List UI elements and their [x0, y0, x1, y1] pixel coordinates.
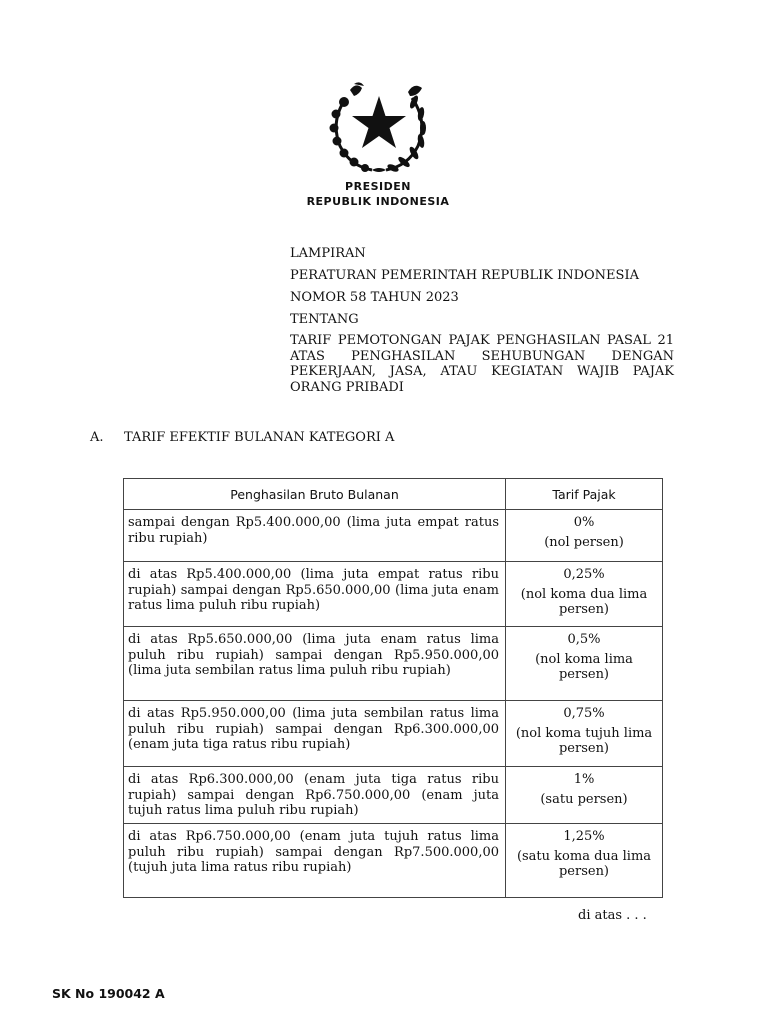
rate-percent: 0,25% [563, 567, 605, 582]
rate-words: (nol koma dua lima persen) [520, 586, 648, 617]
letterhead-subtitle: REPUBLIK INDONESIA [306, 195, 450, 208]
rate-percent: 0,5% [567, 632, 601, 647]
income-range: sampai dengan Rp5.400.000,00 (lima juta empat ratus ribu rupiah) [124, 510, 506, 562]
rate-percent: 0% [573, 515, 595, 530]
regulation-subject: TARIF PEMOTONGAN PAJAK PENGHASILAN PASAL 21 ATAS PENGHASILAN SEHUBUNGAN DENGAN PEKERJAAN, JASA, ATAU KEGIATAN WAJIB PAJAK ORANG PRIBADI [290, 333, 674, 395]
rate-words: (satu koma dua lima persen) [516, 848, 652, 879]
income-range: di atas Rp6.750.000,00 (enam juta tujuh ratus lima puluh ribu rupiah) sampai dengan Rp7.500.000,00 (tujuh juta lima ratus ribu rupiah) [124, 824, 506, 898]
column-header-rate: Tarif Pajak [506, 479, 663, 510]
income-range: di atas Rp6.300.000,00 (enam juta tiga ratus ribu rupiah) sampai dengan Rp6.750.000,00 (enam juta tujuh ratus lima puluh ribu rupiah) [124, 767, 506, 824]
rate-cell [506, 701, 663, 767]
rate-words: (nol koma tujuh lima persen) [515, 725, 653, 756]
income-range: di atas Rp5.400.000,00 (lima juta empat ratus ribu rupiah) sampai dengan Rp5.650.000,00 (lima juta enam ratus lima puluh ribu rupiah) [124, 562, 506, 627]
rate-words: (nol koma lima persen) [535, 651, 633, 682]
table-row [124, 562, 663, 627]
document-code: SK No 190042 A [52, 986, 165, 1001]
table-header-row [124, 479, 663, 510]
rate-cell [506, 562, 663, 627]
lampiran-label: LAMPIRAN [290, 246, 366, 261]
garuda-star-emblem-icon [324, 76, 434, 176]
table-row [124, 767, 663, 824]
rate-percent: 0,75% [563, 706, 605, 721]
rate-cell [506, 767, 663, 824]
column-header-income: Penghasilan Bruto Bulanan [124, 479, 506, 510]
table-row [124, 701, 663, 767]
rate-words: (satu persen) [540, 791, 628, 807]
rate-percent: 1% [573, 772, 595, 787]
regulation-number: NOMOR 58 TAHUN 2023 [290, 290, 459, 305]
section-letter: A. [90, 430, 104, 445]
income-range: di atas Rp5.650.000,00 (lima juta enam ratus lima puluh ribu rupiah) sampai dengan Rp5.950.000,00 (lima juta sembilan ratus lima puluh ribu rupiah) [124, 627, 506, 701]
tariff-table [123, 478, 663, 898]
rate-percent: 1,25% [563, 829, 605, 844]
continuation-note: di atas . . . [578, 908, 647, 923]
rate-cell [506, 824, 663, 898]
income-range: di atas Rp5.950.000,00 (lima juta sembilan ratus lima puluh ribu rupiah) sampai dengan Rp6.300.000,00 (enam juta tiga ratus ribu rupiah) [124, 701, 506, 767]
table-row [124, 824, 663, 898]
section-title: TARIF EFEKTIF BULANAN KATEGORI A [124, 430, 395, 445]
letterhead-title: PRESIDEN [345, 180, 411, 193]
table-row [124, 510, 663, 562]
rate-cell [506, 627, 663, 701]
about-label: TENTANG [290, 312, 359, 327]
table-row [124, 627, 663, 701]
regulation-title: PERATURAN PEMERINTAH REPUBLIK INDONESIA [290, 268, 639, 283]
rate-cell [506, 510, 663, 562]
rate-words: (nol persen) [544, 534, 624, 550]
